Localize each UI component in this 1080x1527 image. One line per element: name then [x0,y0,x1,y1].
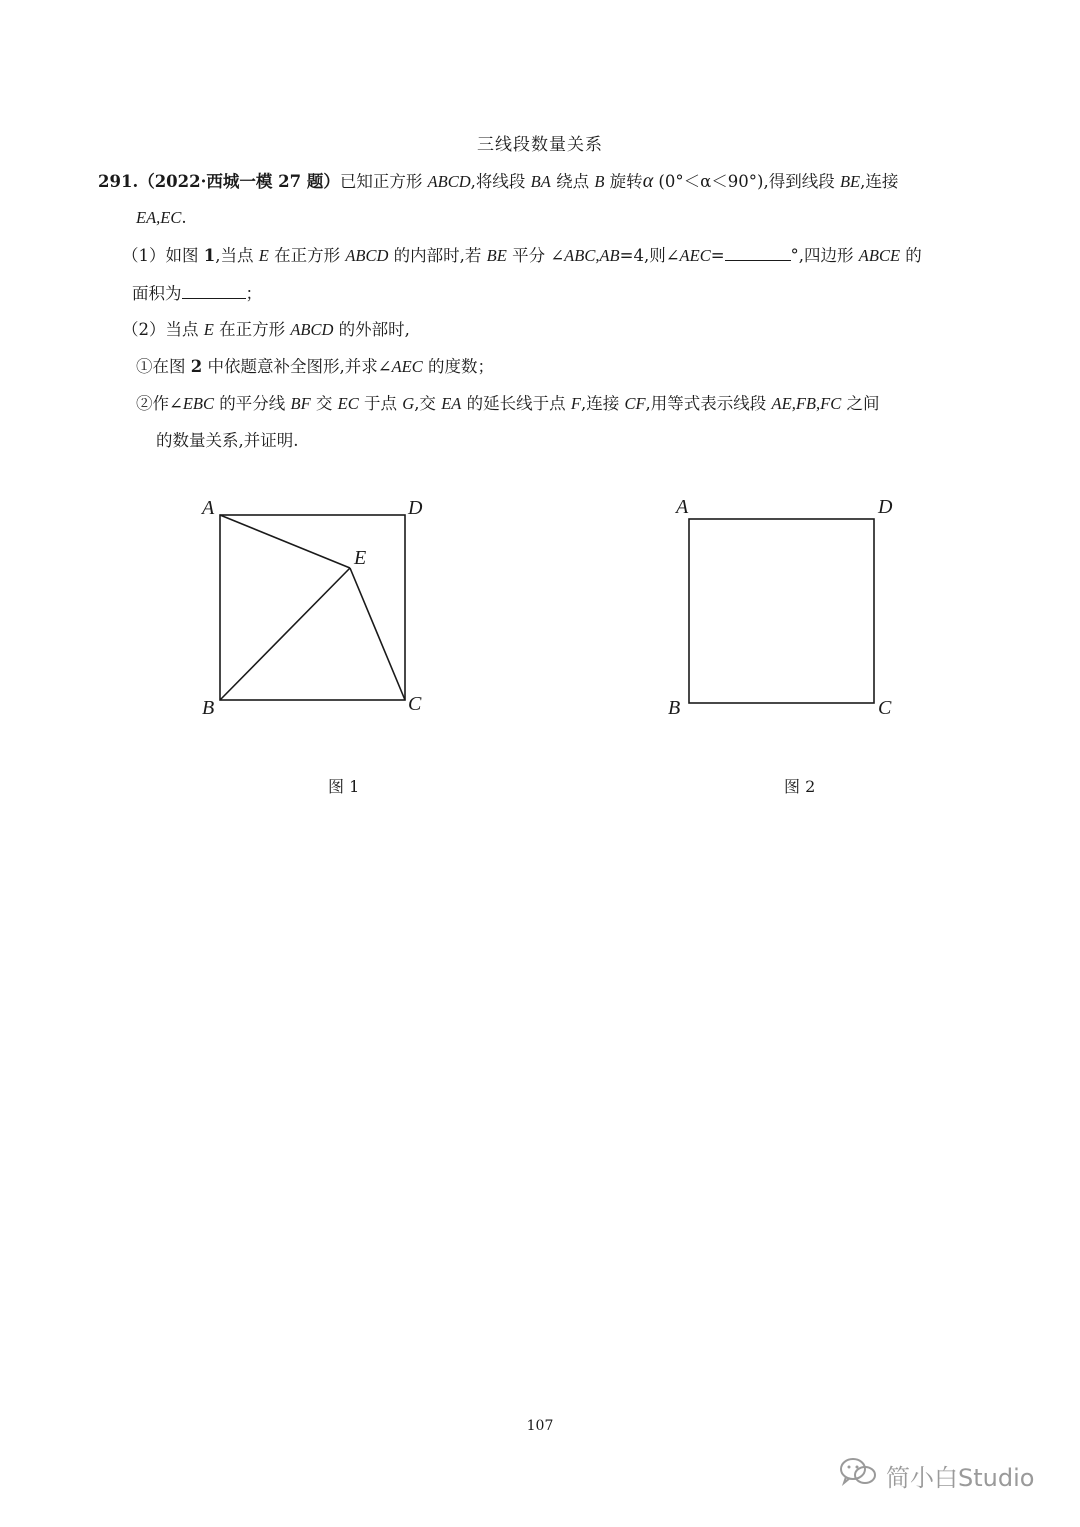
answer-blank-angle [725,244,791,261]
figure-1-label-c: C [408,693,422,715]
question-1-line-2: 面积为 ； [132,284,262,303]
question-1-line-1: （1）如图 1,当点 E 在正方形 ABCD 的内部时,若 BE 平分 ∠ABC,AB=4,则∠AEC= °,四边形 ABCE 的 [122,246,922,265]
figure-2 [660,490,910,734]
figure-2-label-b: B [668,697,681,719]
watermark [838,1458,1034,1492]
problem-stem-line-2: EA,EC. [136,208,187,227]
page-title: 三线段数量关系 [477,135,603,155]
figure-1-label-a: A [202,497,215,519]
page-number: 107 [526,1418,554,1434]
figure-2-label-c: C [878,697,892,719]
wechat-icon [838,1456,878,1494]
problem-number: 291 [98,172,133,191]
figure-1-segment-ec [350,568,405,700]
answer-blank-area [182,282,246,299]
figure-1-segment-be [220,568,350,700]
figure-1-label-b: B [202,697,215,719]
figure-2-caption: 图 2 [784,777,816,796]
question-2-part-2-line-1: ②作∠EBC 的平分线 BF 交 EC 于点 G,交 EA 的延长线于点 F,连接 CF,用等式表示线段 AE,FB,FC 之间 [136,394,880,413]
question-2-line: （2）当点 E 在正方形 ABCD 的外部时, [122,320,410,339]
problem-stem-line-1: 291.（2022·西城一模 27 题）已知正方形 ABCD,将线段 BA 绕点 B 旋转α (0°＜α＜90°),得到线段 BE,连接 [98,170,899,192]
question-2-part-2-line-2: 的数量关系,并证明. [156,431,299,450]
question-2-part-1: ①在图 2 中依题意补全图形,并求∠AEC 的度数； [136,357,494,376]
figure-1-caption: 图 1 [328,777,360,796]
figure-1-segment-ae [220,515,350,568]
watermark-text: 简小白Studio [886,1463,1035,1492]
figure-2-square [689,519,874,703]
problem-source: （2022·西城一模 27 题） [138,172,340,191]
figure-2-label-a: A [676,496,689,518]
figure-2-label-d: D [878,496,893,518]
figure-1 [190,490,440,734]
figure-1-label-e: E [354,547,367,569]
figure-1-label-d: D [408,497,423,519]
